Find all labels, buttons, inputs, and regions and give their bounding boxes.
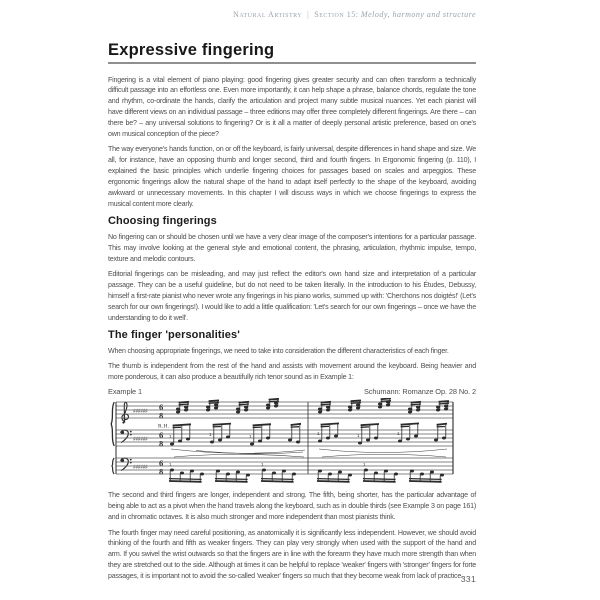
- bass-clef-bottom-icon: [121, 458, 132, 470]
- svg-text:1: 1: [209, 432, 212, 438]
- thumb-paragraph: The thumb is independent from the rest of the hand and assists with movement around the keyboard. Being heavier and more ponderous, it can also produce a beautifully rich tenor sound as in Example 1:: [108, 362, 476, 381]
- choosing-fingerings-heading: Choosing fingerings: [108, 214, 217, 227]
- intro-paragraph-1: Fingering is a vital element of piano playing: good fingering gives greater security and can often transform a technically difficult passage into an effortless one. Even more importantly, it can help shape a phrase, balance chords, regulate the tone and rhythm, co-ordinate the hands, clarify the articulation and project many subtle musical nuances. Yet each pianist will have different views on an individual passage – three editions may offer three completely different fingerings. Are there – can there be? – any universal solutions to fingering? Or is it all a matter of deeply personal artistic preference, based on one's own musical conception of the piece?: [108, 75, 476, 139]
- svg-text:1: 1: [357, 433, 360, 439]
- running-header-section-title: Melody, harmony and structure: [360, 10, 476, 19]
- svg-text:1: 1: [363, 462, 366, 468]
- fourth-finger-paragraph: The fourth finger may need careful positioning, as anatomically it is significantly less independent. However, we should avoid thinking of the fourth and fifth as weaker fingers. They can play very strongly when used with the support of the hand and arm. If you swivel the wrist outwards so that the fingers are in line with the forearm they have much more strength than when they are stretched out to the side. Although at times it can be helpful to replace 'weaker' fingers with 'stronger' fingers for forte passages, it is important not to avoid the so-called 'weaker' fingers so much that they become weak from lack of practice.: [108, 528, 476, 581]
- key-signature-treble: ♯♯♯♯♯♯: [133, 408, 148, 416]
- running-header-separator: |: [307, 10, 310, 19]
- svg-text:1: 1: [397, 431, 400, 437]
- sheet-music-example: [108, 398, 476, 486]
- svg-text:1: 1: [249, 434, 252, 440]
- time-signature-bottom-middle: 8: [159, 438, 164, 449]
- music-notes: [116, 399, 453, 482]
- time-signature-bottom-treble: 8: [159, 410, 164, 421]
- page-title: Expressive fingering: [108, 41, 275, 59]
- svg-text:1: 1: [169, 434, 172, 440]
- svg-text:1: 1: [261, 462, 264, 468]
- right-hand-label: R.H.: [158, 423, 170, 430]
- finger-personalities-heading: The finger 'personalities': [108, 328, 240, 341]
- time-signature-top-treble: 6: [159, 402, 164, 413]
- bass-clef-middle-icon: [121, 430, 132, 442]
- svg-text:1: 1: [317, 431, 320, 437]
- choosing-paragraph-2: Editorial fingerings can be misleading, and may just reflect the editor's own hand size and interpretation of a particular passage. They can be a useful guideline, but do not need to be taken literally. In the introduction to his Études, Debussy, himself a first-rate pianist who never wrote any fingerings in his piano works, summed up with: 'Cherchons nos doigtés!' (Let's search for our own fingerings!). I would like to add a little qualification: 'Let's search for our own fingerings – once we have the understanding to do it well'.: [108, 270, 476, 322]
- fingers-two-three-paragraph: The second and third fingers are longer, independent and strong. The fifth, being shorter, has the particular advantage of being able to act as a pivot when the hand travels along the keyboard, such as in double thirds (see Example 3 on page 161) and in chromatic octaves. It is also much stronger and more independent than most pianists think.: [108, 491, 476, 522]
- example-attribution: Schumann: Romanze Op. 28 No. 2: [363, 387, 476, 397]
- running-header: [108, 10, 476, 19]
- system-brace-icon: [111, 402, 114, 474]
- title-rule: [108, 62, 476, 64]
- running-header-book-title: Natural Artistry: [233, 10, 303, 19]
- example-label: Example 1: [108, 387, 143, 397]
- time-signature-top-middle: 6: [159, 430, 164, 441]
- running-header-section-label: Section 15:: [314, 10, 359, 19]
- example-caption-row: [108, 387, 476, 397]
- personalities-paragraph: When choosing appropriate fingerings, we need to take into consideration the different characteristics of each finger.: [108, 346, 449, 355]
- time-signature-bottom-bottom: 8: [159, 466, 164, 477]
- treble-clef-icon: [122, 403, 128, 424]
- key-signature-middle: ♯♯♯♯♯♯: [133, 436, 148, 444]
- time-signature-top-bottom: 6: [159, 458, 164, 469]
- page-number: 331: [460, 574, 476, 584]
- choosing-paragraph-1: No fingering can or should be chosen until we have a very clear image of the composer's intentions for a particular passage. This may involve looking at the general style and emotional content, the phrasing, articulation, rhythmic impulse, tempo, texture and melodic contours.: [108, 232, 476, 263]
- svg-text:1: 1: [169, 462, 172, 468]
- key-signature-bottom: ♯♯♯♯♯♯: [133, 464, 148, 472]
- page-content: [108, 10, 476, 587]
- intro-paragraph-2: The way everyone's hands function, on or off the keyboard, is fairly universal, despite differences in hand shape and size. We all, for instance, have an opposing thumb and longer second, third and fourth fingers. In Ergonomic fingering (p. 110), I explained the basic principles which underlie fingering choices for passages based on scales and arpeggios. These ergonomic fingerings allow the natural shape of the hand to adapt itself perfectly to the shape of the keyboard, avoiding awkward or unnecessary movements. In this chapter I will discuss ways in which we choose fingerings to express the musical content more clearly.: [108, 145, 476, 208]
